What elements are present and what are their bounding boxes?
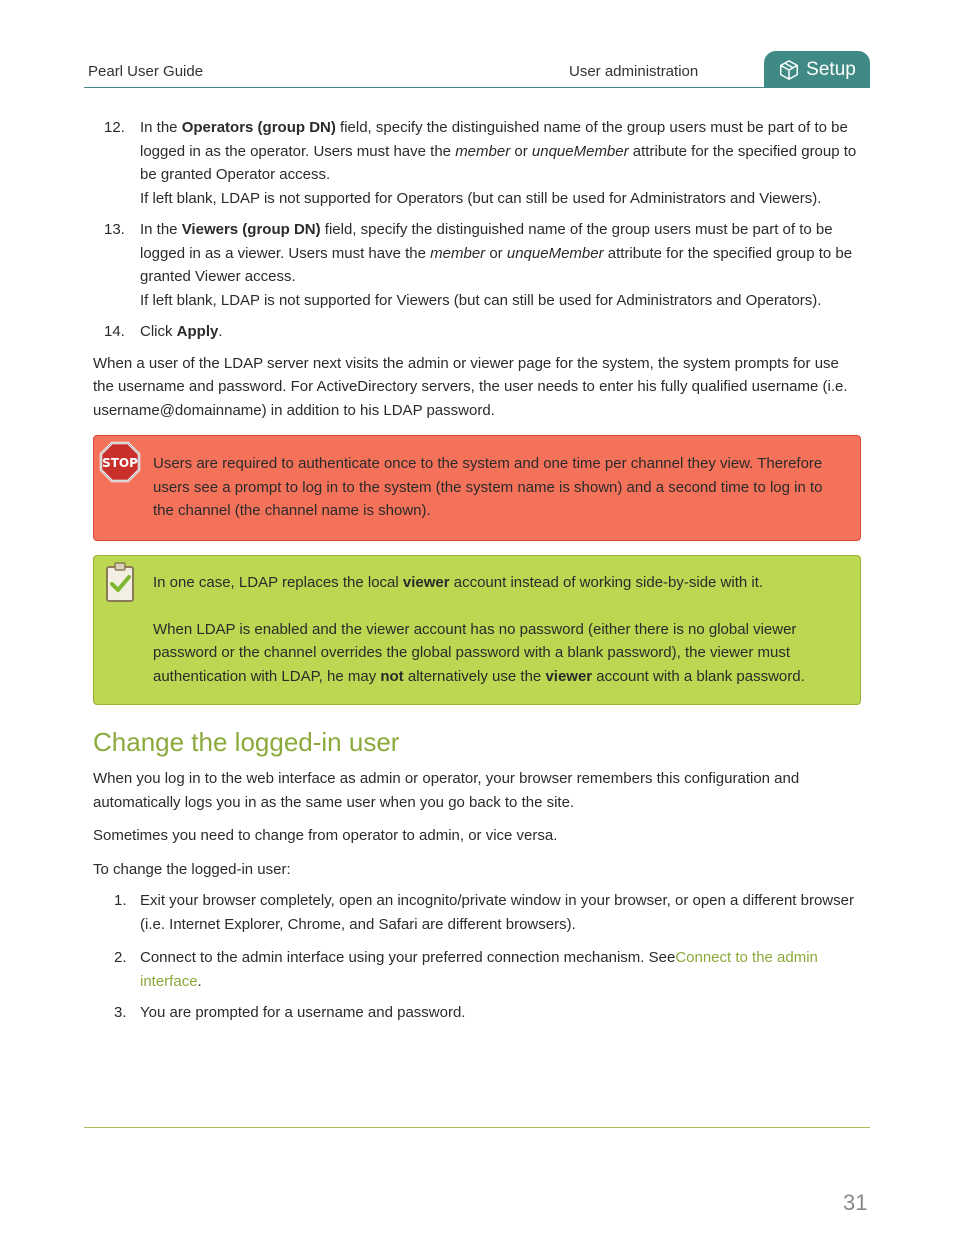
note-callout [93, 555, 861, 706]
page-number: 31 [843, 1190, 868, 1215]
section-heading: Change the logged-in user [93, 727, 400, 757]
list-item [93, 1001, 861, 1025]
body-paragraph: Sometimes you need to change from operator to admin, or vice versa. [93, 827, 558, 844]
list-item [93, 946, 861, 993]
section-name: User administration [569, 63, 699, 80]
body-paragraph: To change the logged-in user: [93, 860, 291, 878]
note-paragraph-1: In one case, LDAP replaces the local viewer account instead of working side-by-side with it. [153, 573, 764, 591]
guide-title: Pearl User Guide [88, 63, 204, 80]
step-number: 3. [114, 1004, 127, 1021]
step-text: You are prompted for a username and password. [140, 1004, 466, 1021]
step-number: 2. [114, 949, 127, 966]
stop-sign-icon [98, 440, 142, 484]
step-text: Click Apply. [140, 323, 223, 340]
warning-callout [93, 435, 861, 541]
footer-divider [84, 1127, 870, 1128]
ldap-steps-list [93, 116, 861, 344]
warning-text: Users are required to authenticate once to the system and one time per channel they view. Therefore users see a prompt to log in to the system (the system name is shown) and a second time to log in to the channel (the channel name is shown). [153, 455, 823, 519]
step-text: In the Viewers (group DN) field, specify the distinguished name of the group users must be part of to be logged in as a viewer. Users must have the member or unqueMember attribute for the specified group to be granted Viewer access. [140, 221, 853, 285]
connect-admin-link[interactable]: Connect to the admin interface [140, 949, 818, 990]
apply-label: Apply [176, 323, 219, 340]
list-item [93, 889, 861, 936]
setup-tab-label: Setup [806, 58, 856, 80]
ldap-paragraph: When a user of the LDAP server next visits the admin or viewer page for the system, the system prompts for use the username and password. For ActiveDirectory servers, the user needs to enter his fully qualified username (i.e. username@domainname) in addition to his LDAP password. [93, 354, 848, 419]
step-text: In the Operators (group DN) field, specify the distinguished name of the group users must be part of to be logged in as the operator. Users must have the member or unqueMember attribute for the specified group to be granted Operator access. [140, 119, 857, 183]
stop-sign-label: STOP [102, 456, 138, 470]
step-note: If left blank, LDAP is not supported for Viewers (but can still be used for Administrators and Operators). [140, 291, 822, 309]
cube-icon [778, 59, 800, 81]
list-item [93, 320, 861, 344]
field-name: Viewers (group DN) [181, 221, 321, 238]
page-content [93, 116, 861, 1033]
change-user-steps-list [93, 889, 861, 1025]
note-paragraph-2: When LDAP is enabled and the viewer account has no password (either there is no global viewer password or the channel overrides the global password with a blank password), the viewer must authentication with LDAP, he may not alternatively use the viewer account with a blank password. [153, 620, 805, 685]
list-item [93, 218, 861, 312]
step-number: 13. [104, 221, 125, 238]
clipboard-check-icon [98, 560, 142, 604]
setup-tab[interactable] [764, 51, 870, 88]
list-item [93, 116, 861, 210]
step-text: Connect to the admin interface using your preferred connection mechanism. SeeConnect to the admin interface. [140, 949, 818, 990]
field-name: Operators (group DN) [181, 119, 336, 136]
step-note: If left blank, LDAP is not supported for Operators (but can still be used for Administrators and Viewers). [140, 189, 822, 207]
step-number: 12. [104, 119, 125, 136]
step-text: Exit your browser completely, open an incognito/private window in your browser, or open a different browser (i.e. Internet Explorer, Chrome, and Safari are different browsers). [140, 892, 854, 933]
body-paragraph: When you log in to the web interface as admin or operator, your browser remembers this configuration and automatically logs you in as the same user when you go back to the site. [93, 770, 800, 811]
page-header [84, 50, 870, 88]
step-number: 1. [114, 892, 127, 909]
step-number: 14. [104, 323, 125, 340]
